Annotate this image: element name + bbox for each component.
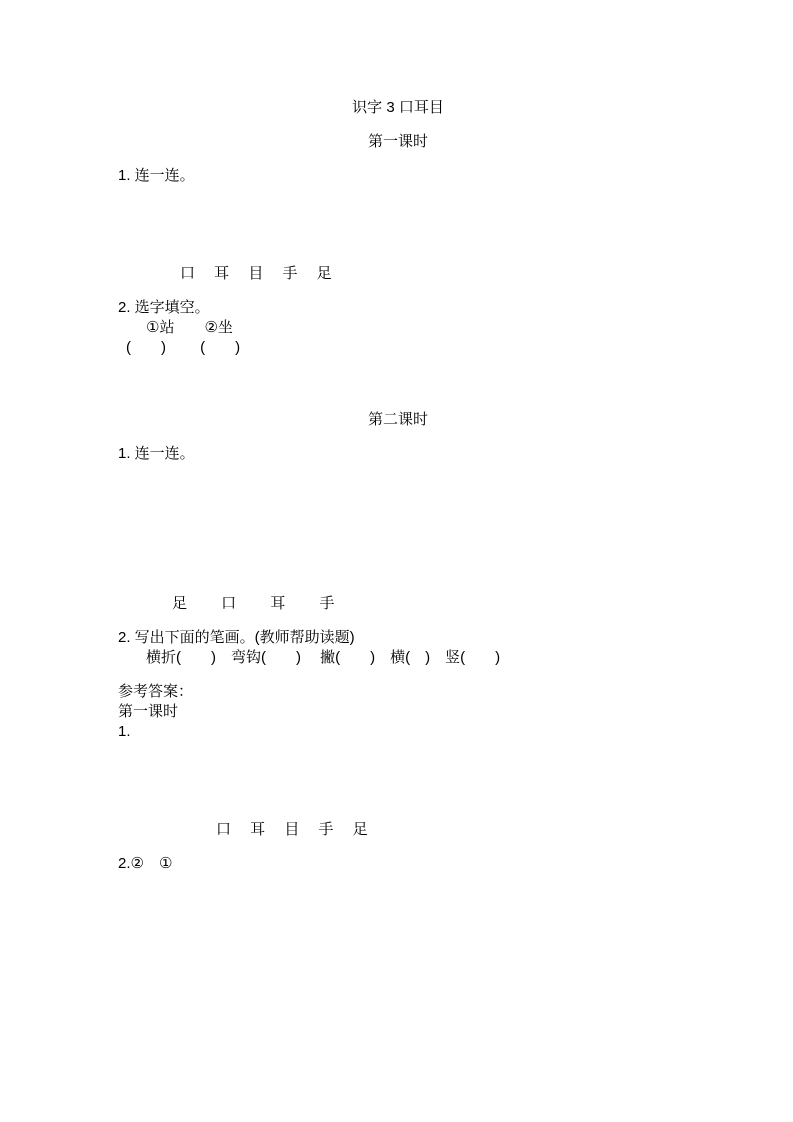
exercise-1-label-lesson-1: 1. 连一连。 (118, 167, 195, 184)
spacer (118, 118, 678, 132)
page-title: 识字 3 口耳目 (352, 99, 444, 116)
answers-item-2-label: 2.② ① (118, 855, 173, 872)
answers-character-row: 口 耳 目 手 足 (216, 821, 368, 838)
answers-lesson-1-label: 第一课时 (118, 703, 179, 720)
spacer (118, 668, 678, 682)
spacer-match-area-2b (118, 568, 678, 594)
spacer-answer-match-area (118, 742, 678, 820)
exercise-1-label-lesson-2: 1. 连一连。 (118, 445, 195, 462)
stroke-questions-lesson-2: 横折( ) 弯钩( ) 撇( ) 横( ) 竖( ) (146, 649, 501, 666)
fill-options-lesson-1: ①站 ②坐 (146, 319, 233, 336)
spacer-match-area-1 (118, 186, 678, 264)
answers-heading: 参考答案： (118, 683, 194, 700)
document-body (118, 98, 678, 874)
section-heading-lesson-1: 第一课时 (367, 133, 428, 150)
spacer (118, 614, 678, 628)
exercise-2-label-lesson-1: 2. 选字填空。 (118, 299, 210, 316)
spacer (118, 840, 678, 854)
section-heading-lesson-2: 第二课时 (367, 411, 428, 428)
spacer-match-area-2 (118, 464, 678, 568)
answers-item-1-label: 1. (118, 723, 131, 740)
fill-blanks-lesson-1: ( ) ( ) (126, 339, 241, 356)
exercise-2-label-lesson-2: 2. 写出下面的笔画。(教师帮助读题) (118, 629, 355, 646)
spacer (118, 152, 678, 166)
spacer (118, 284, 678, 298)
spacer (118, 358, 678, 410)
character-row-lesson-1: 口 耳 目 手 足 (180, 265, 332, 282)
spacer (118, 430, 678, 444)
character-row-lesson-2: 足 口 耳 手 (172, 595, 335, 612)
